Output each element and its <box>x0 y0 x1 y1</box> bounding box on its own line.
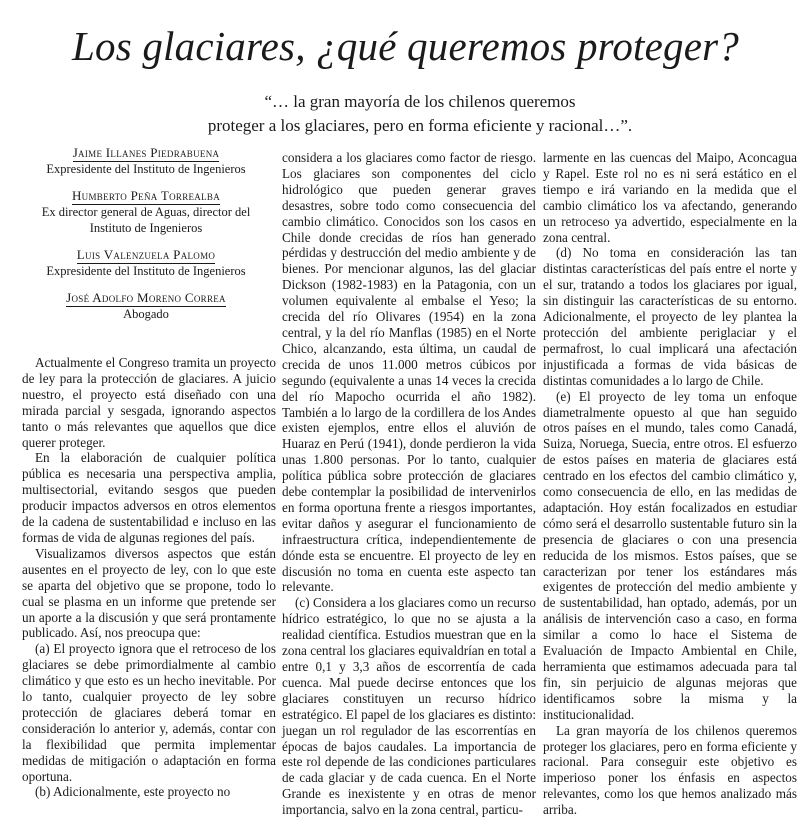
paragraph: Visualizamos diversos aspectos que están ausentes en el proyecto de ley, con lo que este se aparta del objetivo que se propone, todo lo cual se plasma en un informe que pretende ser un aporte a la discusión y que será prontamente publicado. Así, nos preocupa que: <box>22 545 276 641</box>
paragraph: (a) El proyecto ignora que el retroceso de los glaciares se debe primordialmente al cambio climático y que esto es un hecho inevitable. Por lo tanto, cualquier proyecto de ley sobre protección de glaciares deberá tomar en consideración lo anterior y, además, contar con la flexibilidad que permita implementar medidas de mitigación o adaptación en forma oportuna. <box>22 641 276 784</box>
paragraph: larmente en las cuencas del Maipo, Aconcagua y Rapel. Este rol no es ni será estático en el tiempo e irá variando en la medida que el cambio climático los va afectando, generando un retroceso ya advertido, especialmente en la zona central. <box>543 150 797 245</box>
paragraph: considera a los glaciares como factor de riesgo. Los glaciares son componentes del ciclo hidrológico que pueden generar graves desastres, sobre todo como consecuencia del cambio climático. Conocidos son los casos en Chile donde crecidas de ríos han generado pérdidas y destrucción del medio ambiente y de bienes. Por mencionar algunos, las del glaciar Dickson (1982-1983) en la Patagonia, con un volumen equivalente al embalse el Yeso; la crecida del río Olivares (1954) en la zona central, y la del río Manflas (1985) en el Norte Chico, alcanzando, esta última, un caudal de crecida de unos 11.000 metros cúbicos por segundo (equivalente a unas 14 veces la crecida del río Mapocho ocurrida el año 1982). También a lo largo de la cordillera de los Andes existen ejemplos, entre ellos el aluvión de Huaraz en Perú (1941), donde perdieron la vida unas 1.800 personas. Por lo tanto, cualquier política pública sobre protección de glaciares debe contemplar la posibilidad de intervenirlos en forma oportuna frente a riesgos importantes, evitar daños y asegurar el funcionamiento de infraestructura crítica, independientemente de dónde esta se encuentre. El proyecto de ley en discusión no toma en cuenta este aspecto tan relevante. <box>282 150 536 595</box>
paragraph: (b) Adicionalmente, este proyecto no <box>35 784 231 800</box>
article-title: Los glaciares, ¿qué queremos proteger? <box>72 23 739 69</box>
author-name: Humberto Peña Torrealba <box>71 188 221 203</box>
paragraph: (c) Considera a los glaciares como un recurso hídrico estratégico, lo que no se ajusta a la realidad científica. Estudios muestran que en la zona central los glaciares equivaldrían en total a entre 0,1 y 3,3 años de escorrentía de cada cuenca. Mal puede decirse entonces que los glaciares constituyen un recurso hídrico estratégico. El papel de los glaciares es distinto: juegan un rol regulador de las escorrentías en épocas de bajos caudales. La importancia de este rol depende de las condiciones particulares de cada glaciar y de cada cuenca. En el Norte Grande es inexistente y en otras de menor importancia, salvo en la zona central, particu- <box>282 595 536 818</box>
author-role: Expresidente del Instituto de Ingenieros <box>46 162 246 176</box>
author-block <box>20 246 272 279</box>
author-block <box>20 187 272 236</box>
paragraph: En la elaboración de cualquier política pública es necesaria una perspectiva amplia, multisectorial, evitando sesgos que pueden producir impactos adversos en otros elementos de la cadena de sustentabilidad e incluso en las formas de vida de algunas regiones del país. <box>22 450 276 545</box>
paragraph: (d) No toma en consideración las tan distintas características del país entre el norte y el sur, tratando a todos los glaciares por igual, sin distinguir las características de su entorno. Adicionalmente, el proyecto de ley plantea la protección del ambiente periglaciar y el permafrost, lo cual implicará una afectación injustificada a formas de vida básicas de distintas comunidades a lo largo de Chile. <box>543 245 797 388</box>
paragraph: Actualmente el Congreso tramita un proyecto de ley para la protección de glaciares. A juicio nuestro, el proyecto está diseñado con una mirada parcial y sesgada, ignorando aspectos tanto o más relevantes que aquellos que dice querer proteger. <box>22 355 276 450</box>
author-role: Expresidente del Instituto de Ingenieros <box>46 264 246 278</box>
paragraph: (e) El proyecto de ley toma un enfoque diametralmente opuesto al que han seguido otros países en el mundo, tales como Canadá, Suiza, Noruega, Suecia, entre otros. El esfuerzo de estos países en materia de glaciares está centrado en los efectos del cambio climático y, como consecuencia de ello, en las medidas de adaptación. Hoy están focalizados en estudiar cómo será el desarrollo sustentable futuro sin la presencia de glaciares o con una presencia reducida de los mismos. Estos países, que se caracterizan por tener los estándares más exigentes de protección del medio ambiente y de sustentabilidad, han optado, además, por un análisis de intervención caso a caso, en forma similar a como lo hace el Sistema de Evaluación de Impacto Ambiental en Chile, herramienta que estimamos adecuada para tal fin, sin perjuicio de algunas mejoras que identificamos sobre la misma y la institucionalidad. <box>543 388 797 722</box>
author-name: Luis Valenzuela Palomo <box>76 247 216 262</box>
author-list <box>20 144 272 332</box>
text-column-1 <box>22 355 276 800</box>
pull-quote-line: proteger a los glaciares, pero en forma eficiente y racional…”. <box>207 116 633 135</box>
pull-quote-line: “… la gran mayoría de los chilenos queremos <box>264 92 576 111</box>
author-name: Jaime Illanes Piedrabuena <box>72 145 220 160</box>
author-role: Ex director general de Aguas, director del Instituto de Ingenieros <box>41 205 251 235</box>
text-column-3 <box>543 150 797 818</box>
author-block <box>20 144 272 177</box>
author-block <box>20 289 272 322</box>
author-name: José Adolfo Moreno Correa <box>66 290 226 305</box>
author-role: Abogado <box>123 307 169 321</box>
pull-quote <box>150 90 690 138</box>
text-column-2 <box>282 150 536 818</box>
paragraph: La gran mayoría de los chilenos queremos proteger los glaciares, pero en forma eficiente y racional. Para conseguir este objetivo es imperioso poner los énfasis en aspectos relevantes, como los que hemos analizado más arriba. <box>543 722 797 818</box>
